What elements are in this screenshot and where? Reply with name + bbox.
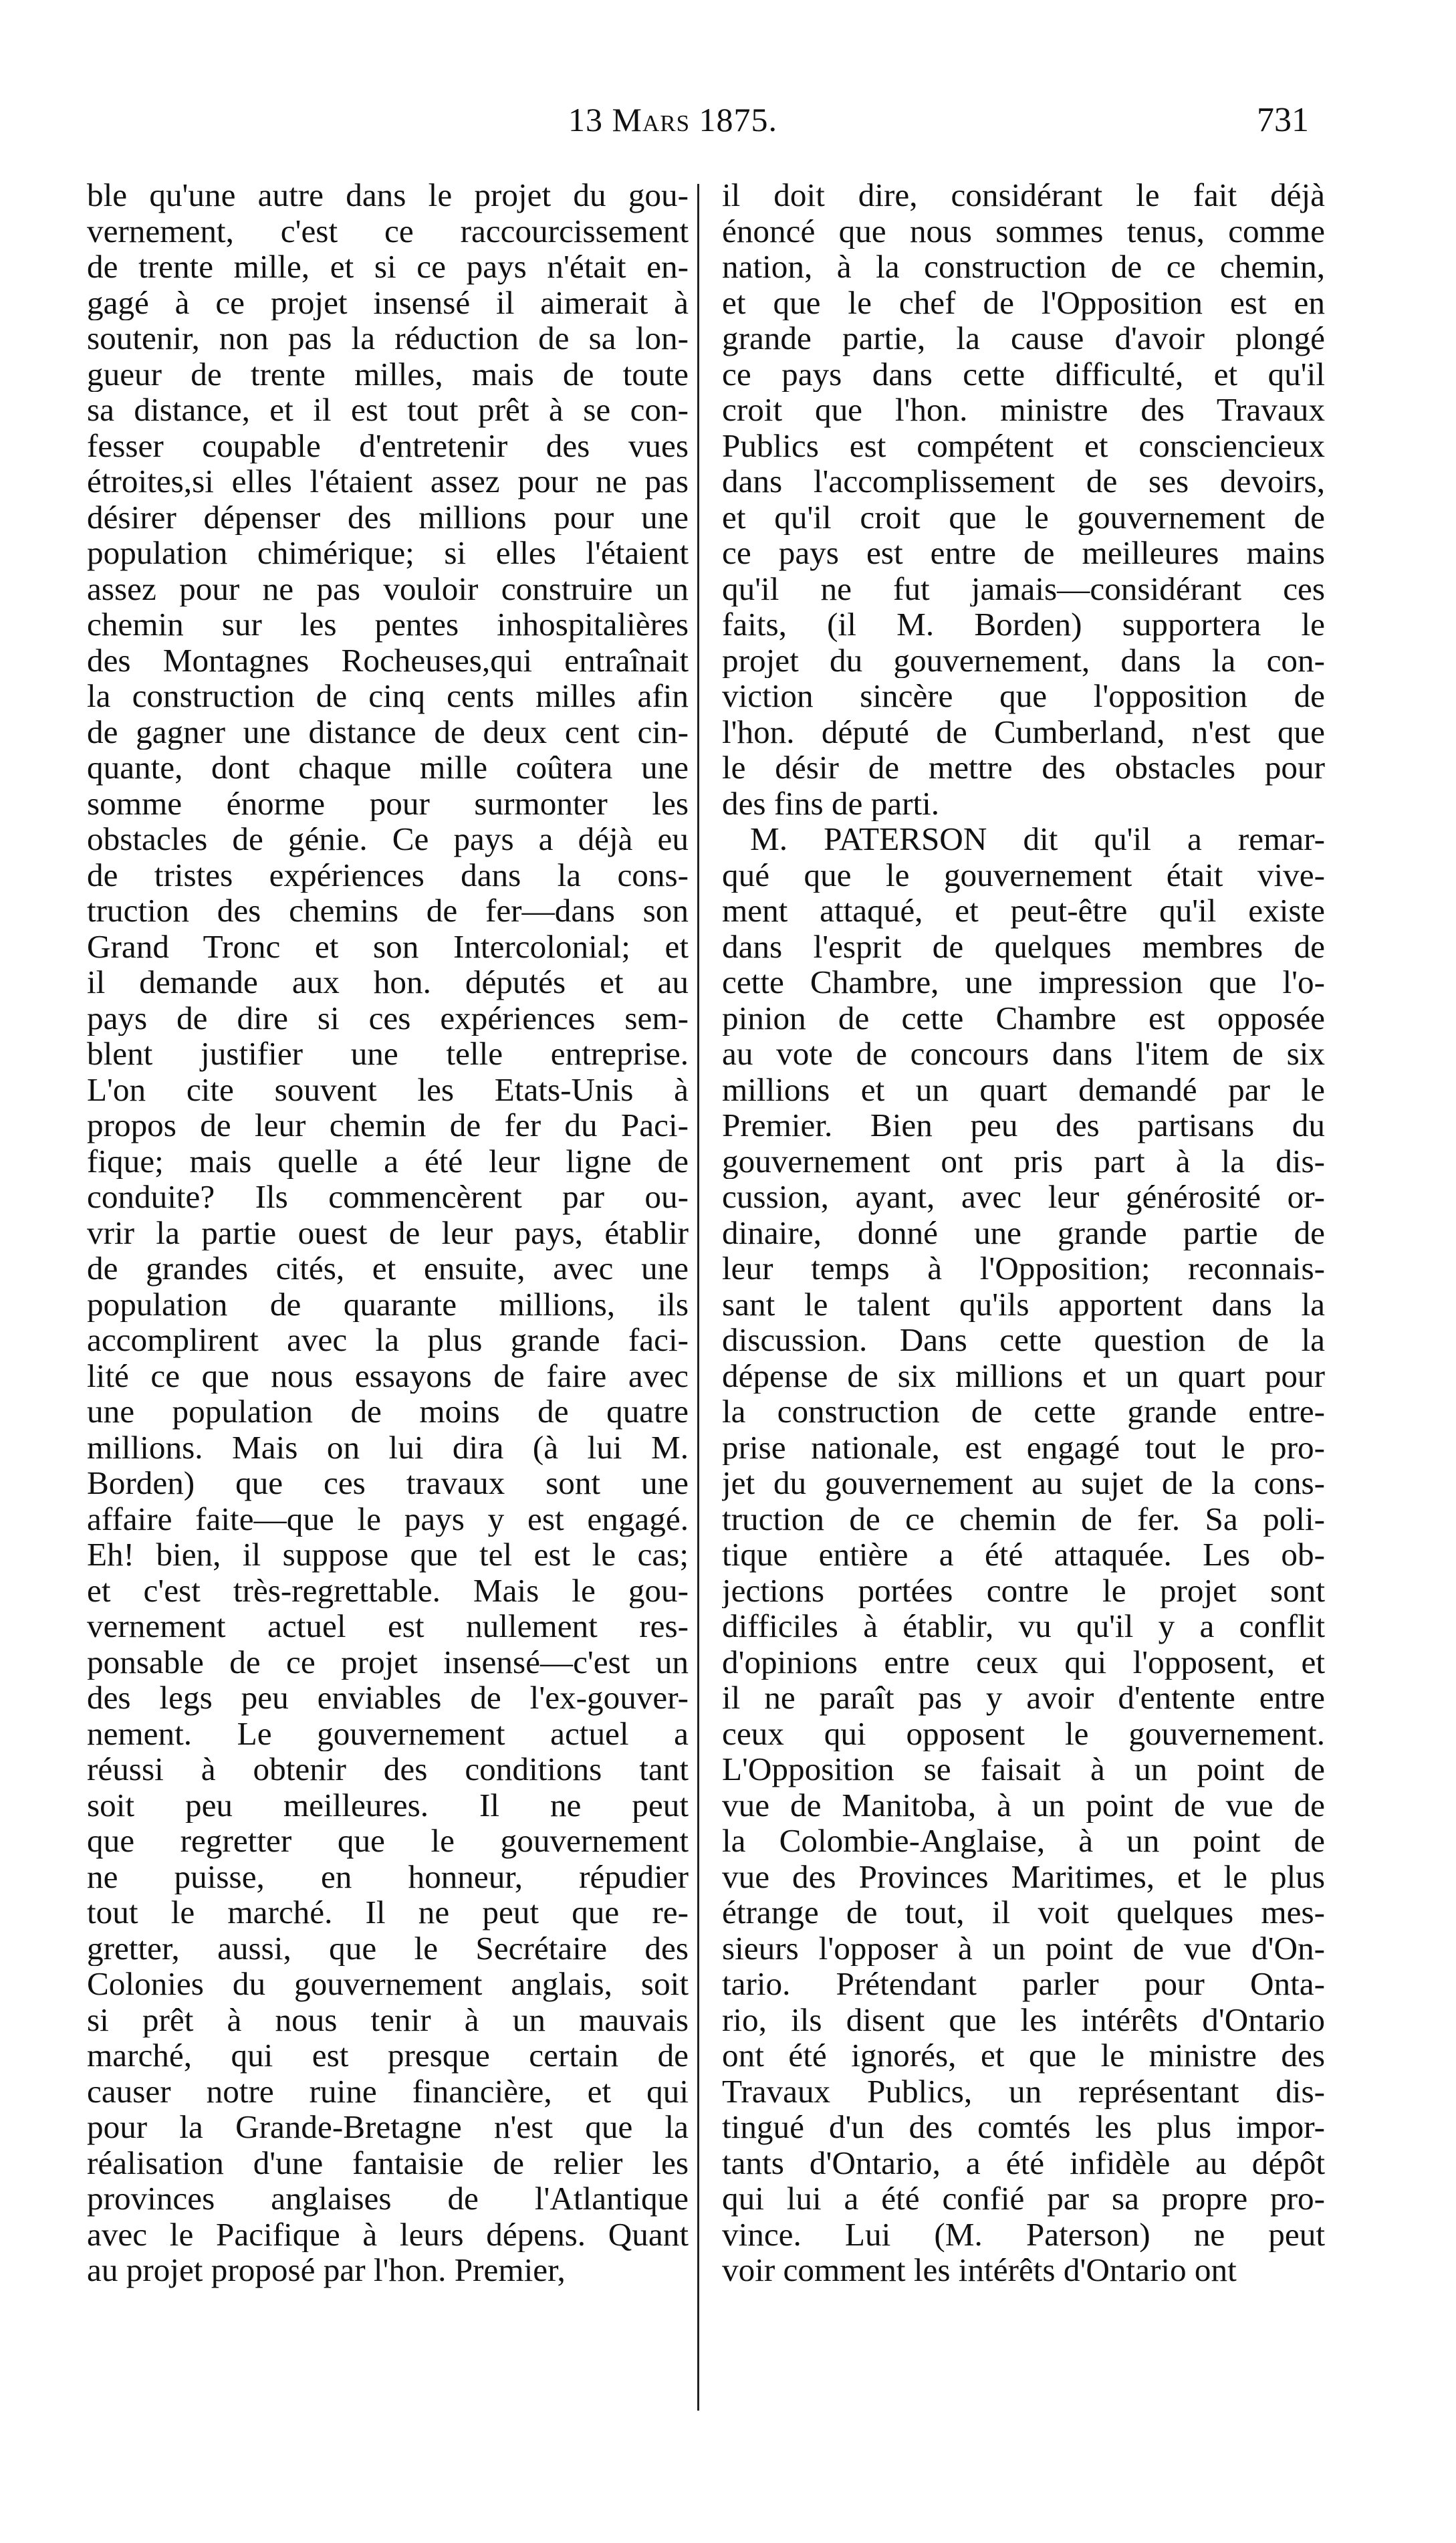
text-line: pour la Grande-Bretagne n'est que la [87, 2109, 689, 2145]
text-line: projet du gouvernement, dans la con- [722, 642, 1325, 678]
text-line: des Montagnes Rocheuses,qui entraînait [87, 642, 689, 678]
text-line: sieurs l'opposer à un point de vue d'On- [722, 1930, 1325, 1966]
text-line: prise nationale, est engagé tout le pro- [722, 1429, 1325, 1465]
text-line: des fins de parti. [722, 785, 940, 821]
text-line: de tristes expériences dans la cons- [87, 857, 689, 893]
text-line: gueur de trente milles, mais de toute [87, 356, 689, 392]
text-line: la Colombie-Anglaise, à un point de [722, 1823, 1325, 1859]
text-line: qu'il ne fut jamais—considérant ces [722, 570, 1325, 606]
text-line: viction sincère que l'opposition de [722, 678, 1325, 714]
text-line: discussion. Dans cette question de la [722, 1322, 1325, 1358]
text-line: gagé à ce projet insensé il aimerait à [87, 284, 689, 320]
text-line: au projet proposé par l'hon. Premier, [87, 2252, 566, 2288]
text-line: tingué d'un des comtés les plus impor- [722, 2109, 1325, 2145]
text-line: sant le talent qu'ils apportent dans la [722, 1286, 1325, 1322]
text-line: étroites,si elles l'étaient assez pour ne pas [87, 463, 689, 500]
text-line: truction de ce chemin de fer. Sa poli- [722, 1501, 1325, 1537]
text-line: de gagner une distance de deux cent cin- [87, 713, 689, 750]
text-line: ont été ignorés, et que le ministre des [722, 2037, 1325, 2074]
text-line: blent justifier une telle entreprise. [87, 1036, 689, 1072]
text-line: et qu'il croit que le gouvernement de [722, 499, 1325, 535]
text-line: gretter, aussi, que le Secrétaire des [87, 1930, 689, 1966]
text-line: ponsable de ce projet insensé—c'est un [87, 1644, 689, 1680]
text-line: fesser coupable d'entretenir des vues [87, 427, 689, 463]
text-line: rio, ils disent que les intérêts d'Ontario [722, 2001, 1325, 2037]
text-line: vernement actuel est nullement res- [87, 1608, 689, 1644]
text-line: et que le chef de l'Opposition est en [722, 284, 1325, 320]
text-line: dinaire, donné une grande partie de [722, 1214, 1325, 1250]
text-line: des legs peu enviables de l'ex-gouver- [87, 1680, 689, 1716]
text-line: Eh! bien, il suppose que tel est le cas; [87, 1537, 689, 1573]
text-line: soutenir, non pas la réduction de sa lon- [87, 320, 689, 356]
text-line: gouvernement ont pris part à la dis- [722, 1143, 1325, 1179]
text-line: L'on cite souvent les Etats-Unis à [87, 1071, 689, 1107]
text-line: Colonies du gouvernement anglais, soit [87, 1966, 689, 2002]
text-line: réussi à obtenir des conditions tant [87, 1751, 689, 1787]
header-date [568, 100, 777, 139]
text-line: vrir la partie ouest de leur pays, établir [87, 1214, 689, 1250]
text-line: tique entière a été attaquée. Les ob- [722, 1537, 1325, 1573]
text-line: vue des Provinces Maritimes, et le plus [722, 1858, 1325, 1894]
header-month: Mars [612, 101, 691, 138]
text-line: ceux qui opposent le gouvernement. [722, 1715, 1325, 1751]
text-line: Borden) que ces travaux sont une [87, 1465, 689, 1501]
text-line: conduite? Ils commencèrent par ou- [87, 1179, 689, 1215]
text-line: avec le Pacifique à leurs dépens. Quant [87, 2216, 689, 2252]
text-line: millions. Mais on lui dira (à lui M. [87, 1429, 689, 1465]
text-line: la construction de cette grande entre- [722, 1394, 1325, 1430]
text-line: dépense de six millions et un quart pour [722, 1357, 1325, 1394]
text-line: Publics est compétent et consciencieux [722, 427, 1325, 463]
text-line: cette Chambre, une impression que l'o- [722, 964, 1325, 1000]
text-line: croit que l'hon. ministre des Travaux [722, 392, 1325, 428]
text-line: au vote de concours dans l'item de six [722, 1036, 1325, 1072]
text-line: il doit dire, considérant le fait déjà [722, 177, 1325, 213]
text-line: difficiles à établir, vu qu'il y a conflit [722, 1608, 1325, 1644]
header-year: 1875. [699, 101, 778, 138]
text-line: assez pour ne pas vouloir construire un [87, 570, 689, 606]
text-line: tout le marché. Il ne peut que re- [87, 1894, 689, 1930]
text-line: soit peu meilleures. Il ne peut [87, 1787, 689, 1823]
text-line: énoncé que nous sommes tenus, comme [722, 213, 1325, 249]
text-line: provinces anglaises de l'Atlantique [87, 2181, 689, 2217]
text-line: Travaux Publics, un représentant dis- [722, 2073, 1325, 2109]
text-line: qui lui a été confié par sa propre pro- [722, 2181, 1325, 2217]
text-line: obstacles de génie. Ce pays a déjà eu [87, 821, 689, 857]
column-divider [697, 184, 699, 2411]
text-line: ble qu'une autre dans le projet du gou- [87, 177, 689, 213]
text-line: la construction de cinq cents milles afin [87, 678, 689, 714]
text-line: vernement, c'est ce raccourcissement [87, 213, 689, 249]
text-line: qué que le gouvernement était vive- [722, 857, 1325, 893]
text-line: somme énorme pour surmonter les [87, 785, 689, 821]
text-line: fique; mais quelle a été leur ligne de [87, 1143, 689, 1179]
text-line: pinion de cette Chambre est opposée [722, 1000, 1325, 1036]
text-line: quante, dont chaque mille coûtera une [87, 750, 689, 786]
text-line: si prêt à nous tenir à un mauvais [87, 2001, 689, 2037]
text-line: une population de moins de quatre [87, 1394, 689, 1430]
text-line: millions et un quart demandé par le [722, 1071, 1325, 1107]
text-line: affaire faite—que le pays y est engagé. [87, 1501, 689, 1537]
text-line: nation, à la construction de ce chemin, [722, 249, 1325, 285]
text-line: d'opinions entre ceux qui l'opposent, et [722, 1644, 1325, 1680]
text-line: vince. Lui (M. Paterson) ne peut [722, 2216, 1325, 2252]
text-line: désirer dépenser des millions pour une [87, 499, 689, 535]
text-line: l'hon. député de Cumberland, n'est que [722, 713, 1325, 750]
text-line: tario. Prétendant parler pour Onta- [722, 1966, 1325, 2002]
text-line: pays de dire si ces expériences sem- [87, 1000, 689, 1036]
text-line: ce pays dans cette difficulté, et qu'il [722, 356, 1325, 392]
text-line: dans l'esprit de quelques membres de [722, 928, 1325, 964]
text-line: ment attaqué, et peut-être qu'il existe [722, 893, 1325, 929]
text-line: réalisation d'une fantaisie de relier les [87, 2144, 689, 2181]
left-column [87, 177, 689, 2288]
text-line: de grandes cités, et ensuite, avec une [87, 1250, 689, 1287]
text-line: tants d'Ontario, a été infidèle au dépôt [722, 2144, 1325, 2181]
text-line: ce pays est entre de meilleures mains [722, 535, 1325, 571]
text-line: vue de Manitoba, à un point de vue de [722, 1787, 1325, 1823]
text-line: cussion, ayant, avec leur générosité or- [722, 1179, 1325, 1215]
text-line: que regretter que le gouvernement [87, 1823, 689, 1859]
page-number: 731 [1257, 101, 1309, 139]
text-line: dans l'accomplissement de ses devoirs, [722, 463, 1325, 500]
text-line: jet du gouvernement au sujet de la cons- [722, 1465, 1325, 1501]
text-line: L'Opposition se faisait à un point de [722, 1751, 1325, 1787]
text-line: truction des chemins de fer—dans son [87, 893, 689, 929]
page-header [0, 100, 1456, 147]
text-line: chemin sur les pentes inhospitalières [87, 606, 689, 643]
text-line: marché, qui est presque certain de [87, 2037, 689, 2074]
text-line: accomplirent avec la plus grande faci- [87, 1322, 689, 1358]
text-line: jections portées contre le projet sont [722, 1572, 1325, 1608]
text-line: il demande aux hon. députés et au [87, 964, 689, 1000]
text-line: nement. Le gouvernement actuel a [87, 1715, 689, 1751]
text-line: Grand Tronc et son Intercolonial; et [87, 928, 689, 964]
text-line: et c'est très-regrettable. Mais le gou- [87, 1572, 689, 1608]
text-line: étrange de tout, il voit quelques mes- [722, 1894, 1325, 1930]
text-line: il ne paraît pas y avoir d'entente entre [722, 1680, 1325, 1716]
text-line: voir comment les intérêts d'Ontario ont [722, 2252, 1237, 2288]
text-line: grande partie, la cause d'avoir plongé [722, 320, 1325, 356]
text-line: Premier. Bien peu des partisans du [722, 1107, 1325, 1143]
text-line: causer notre ruine financière, et qui [87, 2073, 689, 2109]
right-column [722, 177, 1325, 2288]
text-line: faits, (il M. Borden) supportera le [722, 606, 1325, 643]
text-line: de trente mille, et si ce pays n'était en- [87, 249, 689, 285]
text-line: propos de leur chemin de fer du Paci- [87, 1107, 689, 1143]
text-line: M. PATERSON dit qu'il a remar- [750, 821, 1325, 857]
text-line: sa distance, et il est tout prêt à se con- [87, 392, 689, 428]
text-line: leur temps à l'Opposition; reconnais- [722, 1250, 1325, 1287]
header-day: 13 [568, 101, 603, 138]
text-line: population de quarante millions, ils [87, 1286, 689, 1322]
text-line: ne puisse, en honneur, répudier [87, 1858, 689, 1894]
text-line: le désir de mettre des obstacles pour [722, 750, 1325, 786]
text-line: lité ce que nous essayons de faire avec [87, 1357, 689, 1394]
text-line: population chimérique; si elles l'étaient [87, 535, 689, 571]
